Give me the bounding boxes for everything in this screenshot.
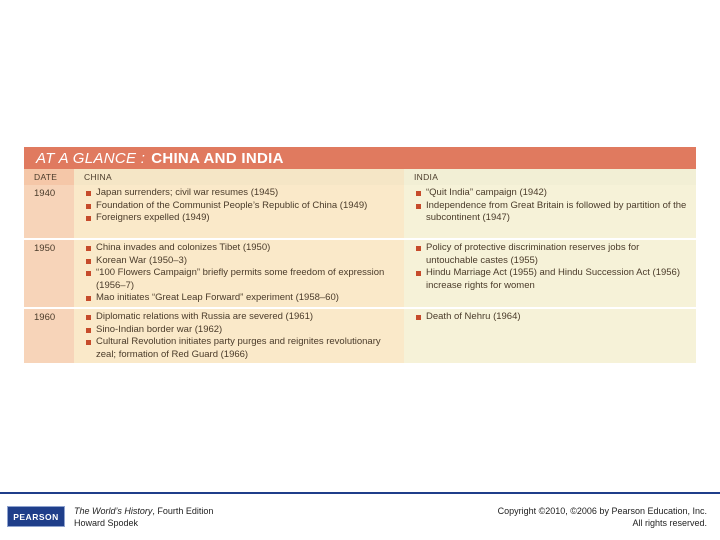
table-row xyxy=(24,239,696,308)
list-item: Korean War (1950–3) xyxy=(86,255,400,268)
book-edition: , Fourth Edition xyxy=(152,506,214,516)
list-item: Japan surrenders; civil war resumes (1945) xyxy=(86,187,400,200)
copyright-text: Copyright ©2010, ©2006 by Pearson Education, Inc. xyxy=(497,506,707,516)
table-title: CHINA AND INDIA xyxy=(151,149,284,167)
pearson-logo: PEARSON xyxy=(7,506,65,527)
india-cell xyxy=(404,239,696,308)
china-cell xyxy=(74,308,404,363)
at-a-glance-table xyxy=(24,147,696,358)
list-item: China invades and colonizes Tibet (1950) xyxy=(86,242,400,255)
list-item: Sino-Indian border war (1962) xyxy=(86,324,400,337)
book-credit xyxy=(74,505,213,529)
list-item: “100 Flowers Campaign” briefly permits some freedom of expression (1956–7) xyxy=(86,267,400,292)
copyright-notice xyxy=(498,505,707,529)
list-item: Foreigners expelled (1949) xyxy=(86,212,400,225)
table-row xyxy=(24,308,696,363)
table-title-bar xyxy=(24,147,696,169)
header-india: INDIA xyxy=(404,169,696,185)
row-date: 1960 xyxy=(24,308,74,363)
list-item: Death of Nehru (1964) xyxy=(416,311,692,324)
list-item: Hindu Marriage Act (1955) and Hindu Succession Act (1956) increase rights for women xyxy=(416,267,692,292)
china-cell xyxy=(74,239,404,308)
list-item: Diplomatic relations with Russia are severed (1961) xyxy=(86,311,400,324)
list-item: Mao initiates “Great Leap Forward” experiment (1958–60) xyxy=(86,292,400,305)
india-cell xyxy=(404,185,696,239)
india-cell xyxy=(404,308,696,363)
author-name: Howard Spodek xyxy=(74,518,139,528)
row-date: 1950 xyxy=(24,239,74,308)
header-china: CHINA xyxy=(74,169,404,185)
list-item: Policy of protective discrimination reserves jobs for untouchable castes (1955) xyxy=(416,242,692,267)
timeline-table xyxy=(24,169,696,363)
row-date: 1940 xyxy=(24,185,74,239)
list-item: Independence from Great Britain is followed by partition of the subcontinent (1947) xyxy=(416,200,692,225)
book-title: The World’s History xyxy=(74,506,153,516)
footer-rule xyxy=(0,492,720,494)
china-cell xyxy=(74,185,404,239)
table-title-prefix: AT A GLANCE : xyxy=(36,149,146,167)
table-row xyxy=(24,185,696,239)
rights-text: All rights reserved. xyxy=(632,518,707,528)
table-header-row xyxy=(24,169,696,185)
list-item: “Quit India” campaign (1942) xyxy=(416,187,692,200)
header-date: DATE xyxy=(24,169,74,185)
list-item: Foundation of the Communist People’s Republic of China (1949) xyxy=(86,200,400,213)
list-item: Cultural Revolution initiates party purges and reignites revolutionary zeal; formation of Red Guard (1966) xyxy=(86,336,400,361)
